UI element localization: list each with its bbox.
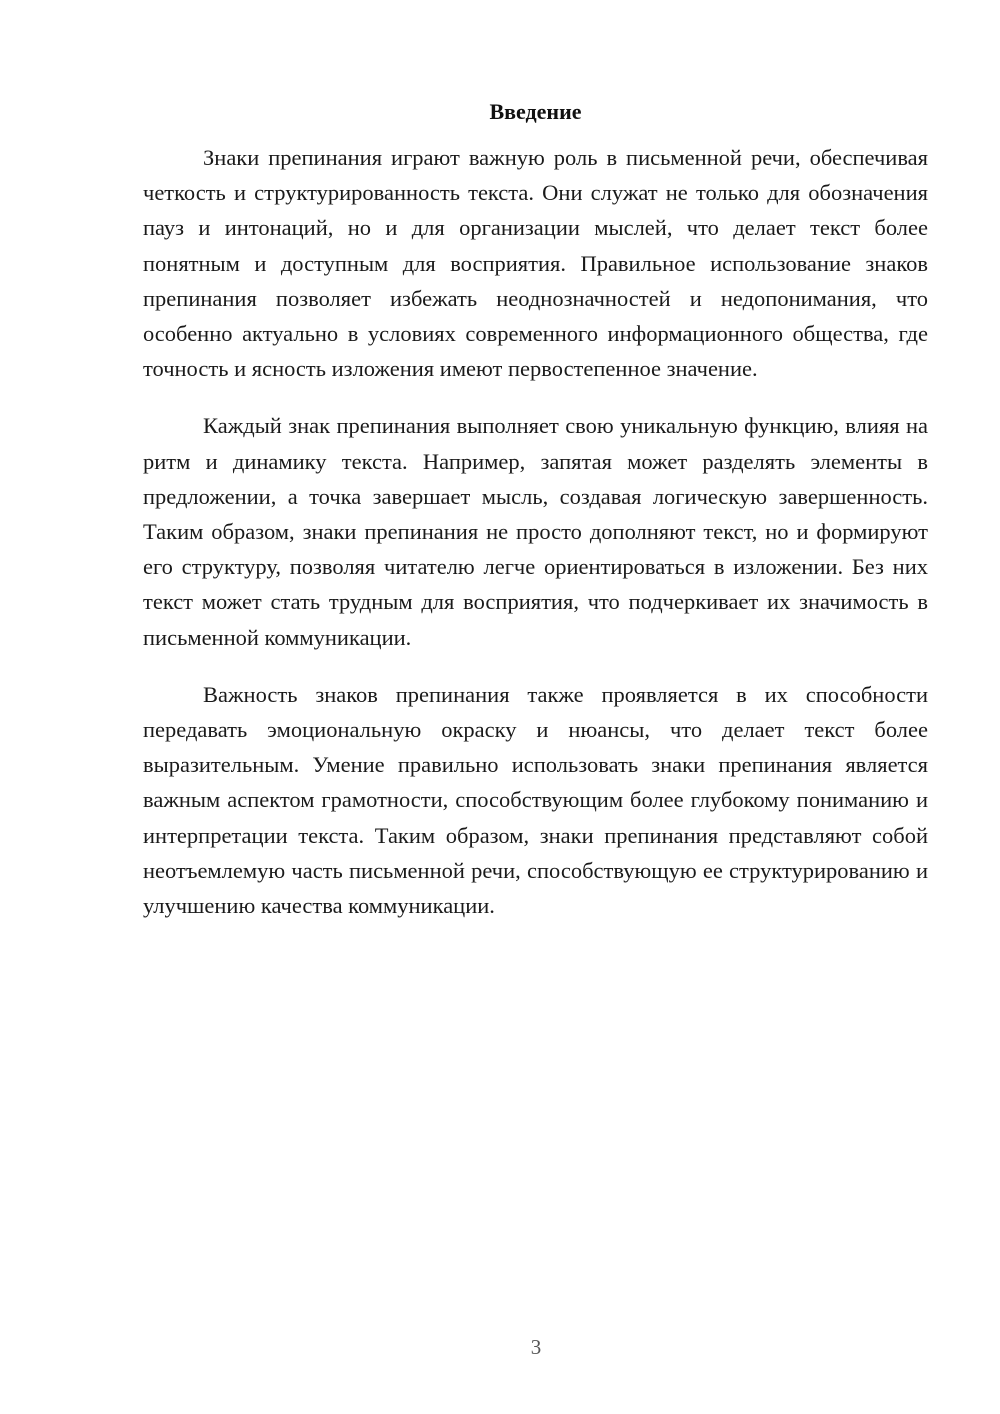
section-title: Введение (489, 99, 582, 124)
page-number: 3 (530, 1335, 542, 1359)
paragraph-2: Каждый знак препинания выполняет свою уникальную функцию, влияя на ритм и динамику текста. Например, запятая может разделять элементы в предложении, а точка завершает мысль, создавая логическую завершенность. Таким образом, знаки препинания не просто дополняют текст, но и формируют его структуру, позволяя читателю легче ориентироваться в изложении. Без них текст может стать трудным для восприятия, что подчеркивает их значимость в письменной коммуникации. (143, 413, 928, 650)
paragraph-1: Знаки препинания играют важную роль в письменной речи, обеспечивая четкость и структурированность текста. Они служат не только для обозначения пауз и интонаций, но и для организации мыслей, что делает текст более понятным и доступным для восприятия. Правильное использование знаков препинания позволяет избежать неоднозначностей и недопонимания, что особенно актуально в условиях современного информационного общества, где точность и ясность изложения имеют первостепенное значение. (143, 145, 928, 382)
paragraph-3: Важность знаков препинания также проявляется в их способности передавать эмоциональную окраску и нюансы, что делает текст более выразительным. Умение правильно использовать знаки препинания является важным аспектом грамотности, способствующим более глубокому пониманию и интерпретации текста. Таким образом, знаки препинания представляют собой неотъемлемую часть письменной речи, способствующую ее структурированию и улучшению качества коммуникации. (143, 681, 928, 919)
page-content (143, 96, 928, 945)
